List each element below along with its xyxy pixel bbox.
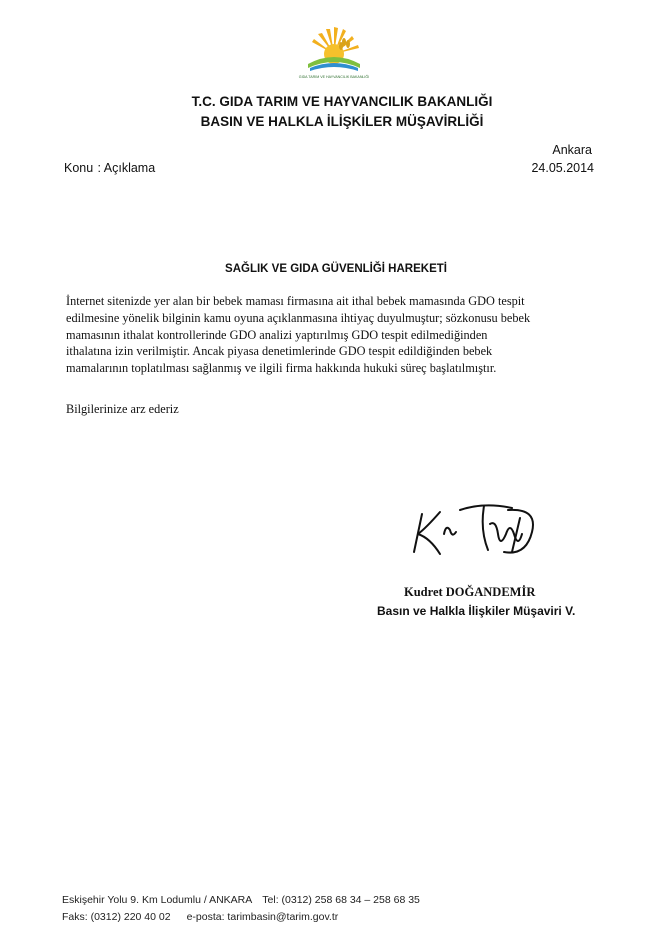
body-line: mamalarının toplatılması sağlanmış ve ilgili firma hakkında hukuki süreç başlatılmıştır. [66, 361, 497, 376]
body-line: İnternet sitenizde yer alan bir bebek maması firmasına ait ithal bebek mamasında GDO tespit [66, 294, 525, 308]
subject-value: Açıklama [103, 161, 156, 175]
subject-separator: : [97, 161, 101, 175]
body-line: ithalatına izin verilmiştir. Ancak piyasa denetimlerinde GDO tespit edildiğinden bebek [66, 344, 493, 359]
footer-email: e-posta: tarimbasin@tarim.gov.tr [186, 911, 339, 923]
place: Ankara [552, 143, 592, 157]
signatory-name: Kudret DOĞANDEMİR [404, 585, 536, 599]
closing-text: Bilgilerinize arz ederiz [66, 402, 179, 416]
footer [62, 892, 420, 926]
subject-label: Konu [64, 161, 94, 175]
ministry-logo [298, 24, 370, 88]
signatory-title: Basın ve Halkla İlişkiler Müşaviri V. [377, 604, 576, 618]
letter-body [66, 293, 606, 377]
ministry-logo-icon [298, 24, 370, 88]
footer-phone: Tel: (0312) 258 68 34 – 258 68 35 [262, 894, 420, 906]
department-name: BASIN VE HALKLA İLİŞKİLER MÜŞAVİRLİĞİ [200, 114, 484, 129]
svg-text:GIDA TARIM VE HAYVANCILIK BAKA: GIDA TARIM VE HAYVANCILIK BAKANLIĞI [298, 75, 370, 79]
footer-fax: Faks: (0312) 220 40 02 [62, 911, 171, 923]
date: 24.05.2014 [531, 161, 594, 175]
letterhead [0, 92, 670, 132]
subject-line [64, 161, 155, 175]
handwritten-signature [400, 494, 550, 564]
letter-heading: SAĞLIK VE GIDA GÜVENLİĞİ HAREKETİ [225, 263, 447, 275]
body-line: mamasının ithalat kontrollerinde GDO analizi yaptırılmış GDO tespit edilmediğinden [66, 327, 488, 342]
body-line: edilmesine yönelik bilginin kamu oyuna açıklanmasına ihtiyaç duyulmuştur; sözkonusu bebek [66, 310, 531, 325]
footer-address: Eskişehir Yolu 9. Km Lodumlu / ANKARA [62, 894, 253, 906]
ministry-name: T.C. GIDA TARIM VE HAYVANCILIK BAKANLIĞI [191, 94, 493, 109]
